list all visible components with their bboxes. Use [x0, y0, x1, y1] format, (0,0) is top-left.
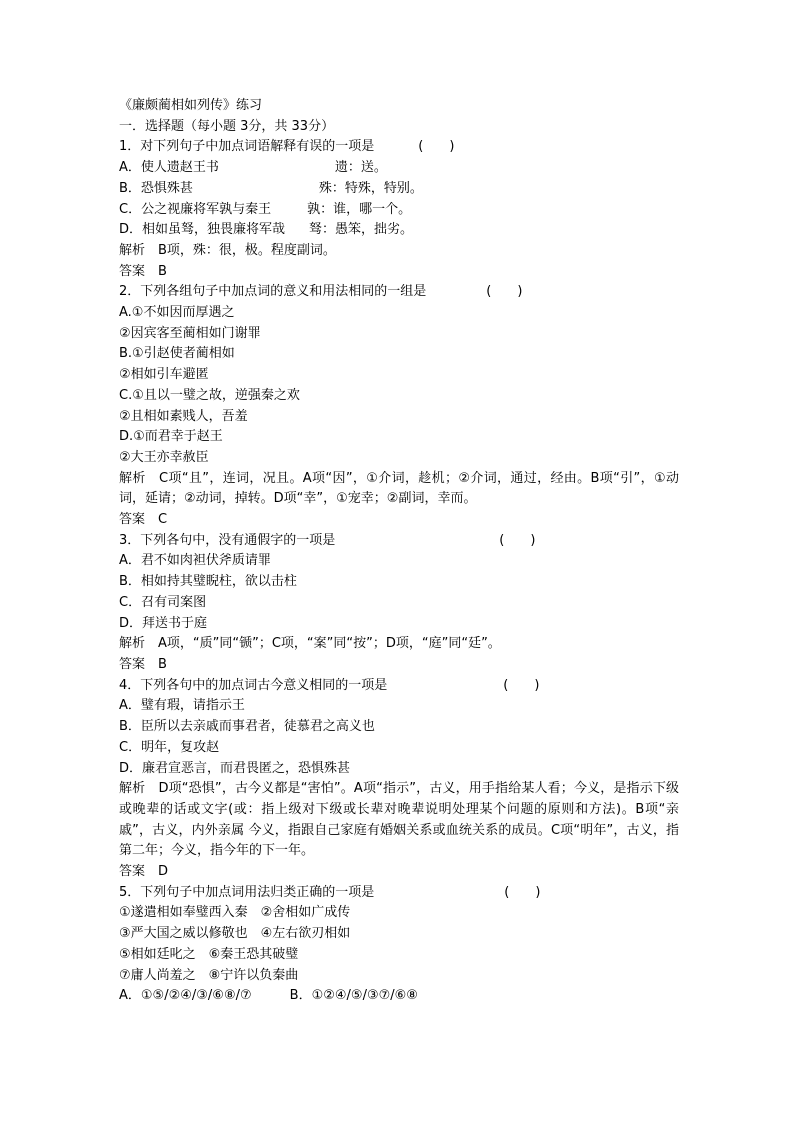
question-1-text: 1．对下列句子中加点词语解释有误的一项是: [119, 139, 375, 155]
question-5-sentences-3-4: ③严大国之威以修敬也 ④左右欲刃相如: [119, 926, 351, 942]
question-1-answer: 答案 B: [119, 263, 167, 279]
question-2-stem: [119, 282, 679, 303]
question-3-option-c: C．召有司案图: [119, 594, 207, 610]
question-2-option-c2: ②且相如素贱人，吾羞: [119, 408, 248, 424]
question-2-option-a1: A.①不如因而厚遇之: [119, 305, 235, 321]
question-2-option-d2: ②大王亦幸赦臣: [119, 449, 209, 465]
question-4-stem: [119, 676, 679, 697]
question-2-option-c1: C.①且以一璧之故，逆强秦之欢: [119, 387, 300, 403]
question-1-option-a: [119, 158, 679, 179]
answer-blank: ( ): [418, 139, 455, 155]
question-2-text: 2．下列各组句子中加点词的意义和用法相同的一组是: [119, 284, 427, 300]
question-3-option-b: B．相如持其璧睨柱，欲以击柱: [119, 574, 297, 590]
option-gloss: 遗：送。: [334, 160, 387, 176]
question-3-text: 3．下列各句中，没有通假字的一项是: [119, 532, 336, 548]
option-sentence: D．相如虽驽，独畏廉将军哉: [119, 222, 286, 238]
exercise-document: [119, 96, 679, 1007]
question-2-option-b2: ②相如引车避匿: [119, 367, 209, 383]
option-gloss: 驽：愚笨，拙劣。: [309, 222, 414, 238]
option-sentence: B．恐惧殊甚: [119, 180, 193, 196]
question-5-sentences-7-8: ⑦庸人尚羞之 ⑧宁许以负秦曲: [119, 967, 299, 983]
question-5-sentences-5-6: ⑤相如廷叱之 ⑥秦王恐其破璧: [119, 946, 299, 962]
question-3-stem: [119, 531, 679, 552]
question-1-option-c: [119, 200, 679, 221]
question-4-answer: 答案 D: [119, 864, 169, 880]
question-2-option-b1: B.①引赵使者蔺相如: [119, 346, 235, 362]
question-2-answer: 答案 C: [119, 512, 168, 528]
question-3-analysis: 解析 A项，“质”同“锧”；C项，“案”同“按”；D项，“庭”同“廷”。: [119, 636, 501, 652]
question-5-text: 5．下列句子中加点词用法归类正确的一项是: [119, 884, 375, 900]
question-5-stem: [119, 883, 679, 904]
question-4-option-b: B．臣所以去亲戚而事君者，徒慕君之高义也: [119, 719, 375, 735]
question-3-answer: 答案 B: [119, 656, 167, 672]
answer-blank: ( ): [499, 532, 536, 548]
answer-blank: ( ): [504, 884, 541, 900]
question-1-analysis: 解析 B项，殊：很，极。程度副词。: [119, 242, 336, 258]
question-2-analysis: 解析 C项“且”，连词，况且。A项“因”，①介词，趁机；②介词，通过，经由。B项“引”，①动词，延请；②动词，掉转。D项“幸”，①宠幸；②副词，幸而。: [119, 470, 679, 507]
question-2-option-d1: D.①而君幸于赵王: [119, 429, 223, 445]
question-1-stem: [119, 137, 679, 158]
section-heading: 一．选择题（每小题 3分，共 33分）: [119, 118, 335, 134]
document-title: 《廉颇蔺相如列传》练习: [119, 98, 263, 113]
answer-blank: ( ): [486, 284, 523, 300]
question-5-options: [119, 986, 679, 1007]
question-4-option-c: C．明年，复攻赵: [119, 739, 220, 755]
question-4-option-a: A．璧有瑕，请指示王: [119, 698, 245, 714]
option-gloss: 孰：谁，哪一个。: [307, 201, 412, 217]
question-2-option-a2: ②因宾客至蔺相如门谢罪: [119, 325, 261, 341]
question-5-option-a: A．①⑤/②④/③/⑥⑧/⑦: [119, 988, 252, 1004]
answer-blank: ( ): [503, 677, 540, 693]
question-3-option-d: D．拜送书于庭: [119, 615, 208, 631]
question-4-analysis: 解析 D项“恐惧”，古今义都是“害怕”。A项“指示”，古义，用手指给某人看；今义，是指示下级或晚辈的话或文字(或：指上级对下级或长辈对晚辈说明处理某个问题的原则和方法)。B项“亲戚”，古义，内外亲属 今义，指跟自己家庭有婚姻关系或血统关系的成员。C项“明年”，古义，指第二年；今义，指今年的下一年。: [119, 781, 679, 859]
question-4-text: 4．下列各句中的加点词古今意义相同的一项是: [119, 677, 388, 693]
option-gloss: 殊：特殊，特别。: [318, 180, 423, 196]
question-5-option-b: B．①②④/⑤/③⑦/⑥⑧: [289, 988, 418, 1004]
option-sentence: C．公之视廉将军孰与秦王: [119, 201, 272, 217]
question-5-sentences-1-2: ①遂遣相如奉璧西入秦 ②舍相如广成传: [119, 905, 351, 921]
option-sentence: A．使人遗赵王书: [119, 160, 219, 176]
question-3-option-a: A．君不如肉袒伏斧质请罪: [119, 553, 271, 569]
question-1-option-d: [119, 220, 679, 241]
question-4-option-d: D．廉君宣恶言，而君畏匿之，恐惧殊甚: [119, 760, 351, 776]
question-1-option-b: [119, 179, 679, 200]
